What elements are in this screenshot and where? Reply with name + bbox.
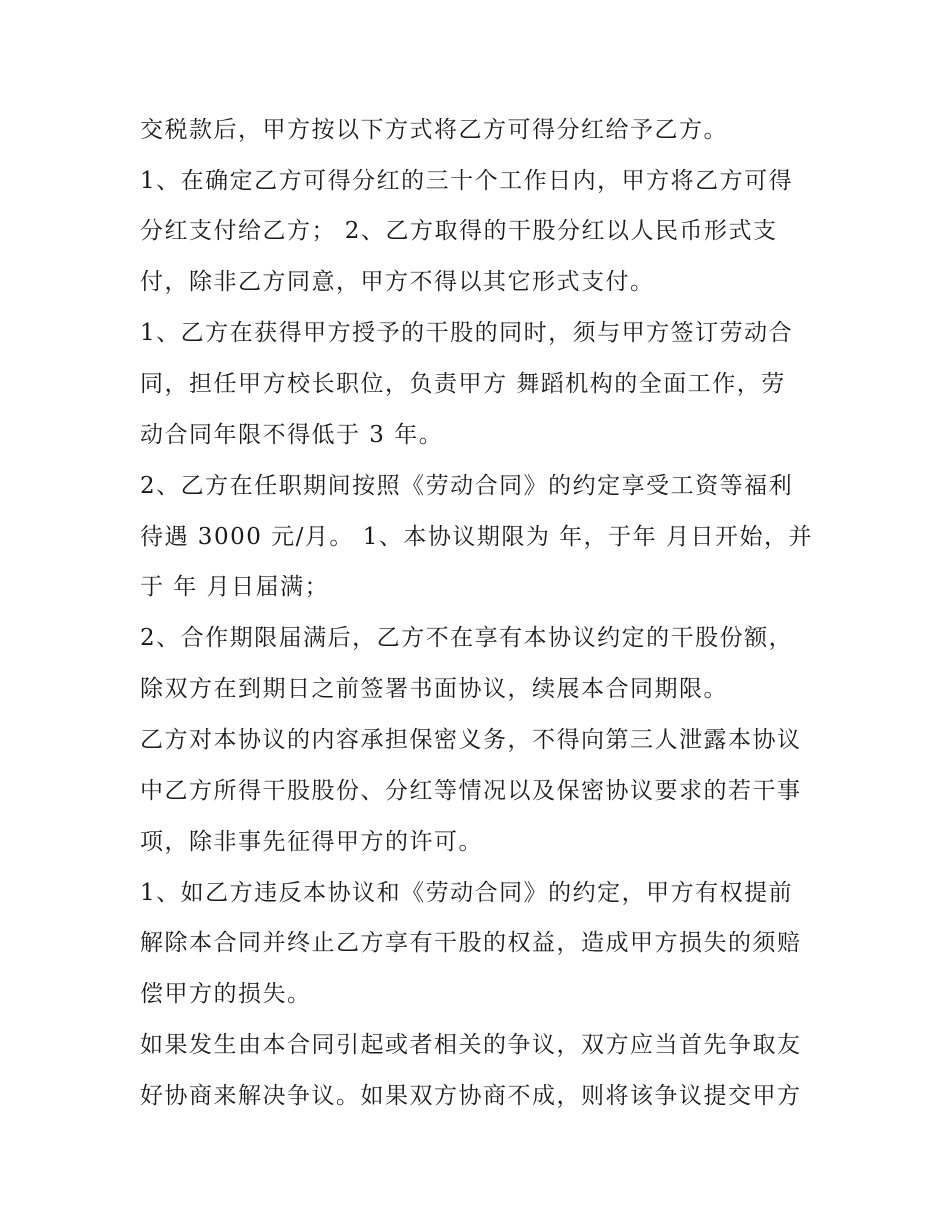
text-line: 如果发生由本合同引起或者相关的争议，双方应当首先争取友 <box>140 1032 802 1058</box>
text-line: 好协商来解决争议。如果双方协商不成，则将该争议提交甲方 <box>140 1083 802 1109</box>
text-line: 付，除非乙方同意，甲方不得以其它形式支付。 <box>140 269 655 295</box>
text-line: 分红支付给乙方； 2、乙方取得的干股分红以人民币形式支 <box>140 218 778 244</box>
text-line: 2、乙方在任职期间按照《劳动合同》的约定享受工资等福利 <box>140 473 794 499</box>
text-line: 1、乙方在获得甲方授予的干股的同时，须与甲方签订劳动合 <box>140 320 794 346</box>
text-line: 项，除非事先征得甲方的许可。 <box>140 829 483 855</box>
text-line: 除双方在到期日之前签署书面协议，续展本合同期限。 <box>140 676 728 702</box>
text-line: 同，担任甲方校长职位，负责甲方 舞蹈机构的全面工作，劳 <box>140 371 786 397</box>
text-line: 2、合作期限届满后，乙方不在享有本协议约定的干股份额， <box>140 625 794 651</box>
text-line: 1、在确定乙方可得分红的三十个工作日内，甲方将乙方可得 <box>140 168 794 194</box>
text-line: 解除本合同并终止乙方享有干股的权益，造成甲方损失的须赔 <box>140 930 802 956</box>
text-line: 中乙方所得干股股份、分红等情况以及保密协议要求的若干事 <box>140 778 802 804</box>
text-line: 1、如乙方违反本协议和《劳动合同》的约定，甲方有权提前 <box>140 880 794 906</box>
text-line: 乙方对本协议的内容承担保密义务，不得向第三人泄露本协议 <box>140 727 802 753</box>
text-line: 于 年 月日届满； <box>140 574 330 600</box>
text-line: 交税款后，甲方按以下方式将乙方可得分红给予乙方。 <box>140 117 728 143</box>
text-line: 待遇 3000 元/月。 1、本协议期限为 年，于年 月日开始，并 <box>140 524 813 550</box>
text-line: 动合同年限不得低于 3 年。 <box>140 422 444 448</box>
text-line: 偿甲方的损失。 <box>140 981 312 1007</box>
